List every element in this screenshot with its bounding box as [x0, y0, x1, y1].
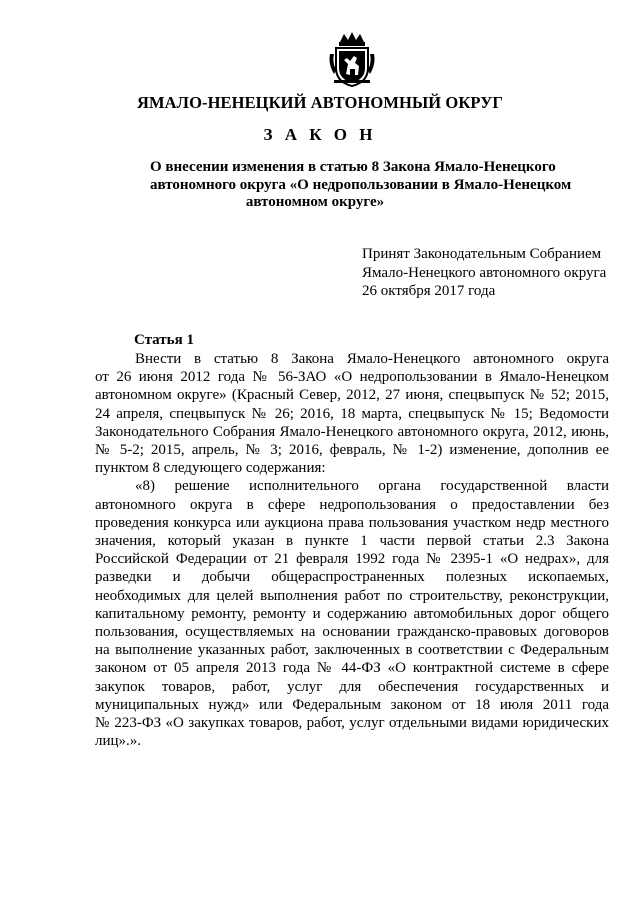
body-line: капитальному ремонту, ремонту и содержанию автомобильных дорог общего — [95, 605, 609, 622]
body-line: 24 апреля, спецвыпуск № 26; 2016, 18 марта, спецвыпуск № 15; Ведомости — [95, 405, 609, 422]
region-heading: ЯМАЛО-НЕНЕЦКИЙ АВТОНОМНЫЙ ОКРУГ — [136, 93, 504, 112]
adoption-line: Ямало-Ненецкого автономного округа — [362, 264, 607, 281]
adoption-line: Принят Законодательным Собранием — [362, 246, 602, 262]
adoption-note — [362, 245, 606, 301]
body-line: пунктом 8 следующего содержания: — [95, 460, 326, 477]
body-line: пользования, осуществляемых на основании гражданско-правовых договоров — [95, 624, 609, 641]
body-line: автономного округа в сфере недропользования о предоставлении без — [95, 496, 609, 513]
body-line: закупок товаров, работ, услуг для обеспечения государственных и — [95, 678, 609, 695]
body-line: необходимых для целей выполнения работ по строительству, реконструкции, — [95, 587, 609, 604]
title-line: автономного округа «О недропользовании в Ямало-Ненецком — [150, 176, 572, 193]
body-line: значения, который указан в пункте 1 части первой статьи 2.3 Закона — [95, 533, 609, 550]
body-line: от 26 июня 2012 года № 56-ЗАО «О недропользовании в Ямало-Ненецком — [95, 369, 609, 386]
title-line: автономном округе» — [245, 194, 385, 210]
body-line: Внести в статью 8 Закона Ямало-Ненецкого автономного округа — [135, 351, 609, 367]
body-line: Законодательного Собрания Ямало-Ненецкого автономного округа, 2012, июнь, — [95, 423, 609, 440]
body-line: муниципальных нужд» или Федеральным законом от 18 июля 2011 года — [95, 696, 609, 713]
body-line: автономном округе» (Красный Север, 2012, 27 июня, спецвыпуск № 52; 2015, — [95, 387, 609, 404]
body-line: законом от 05 апреля 2013 года № 44-ФЗ «О контрактной системе в сфере — [95, 660, 609, 677]
body-line: проведения конкурса или аукциона права пользования участком недр местного — [95, 514, 609, 531]
document-type: З А К О Н — [263, 125, 377, 144]
article-body — [95, 350, 609, 750]
body-line: на выполнение указанных работ, заключенных в соответствии с Федеральным — [95, 642, 609, 659]
body-line: «8) решение исполнительного органа государственной власти — [135, 478, 609, 495]
body-line: № 5-2; 2015, апрель, № 3; 2016, февраль, № 1-2) изменение, дополнив ее — [95, 442, 609, 459]
article-heading: Статья 1 — [134, 332, 194, 348]
body-line: Российской Федерации от 21 февраля 1992 года № 2395-1 «О недрах», для — [95, 551, 609, 568]
body-line: лиц».». — [95, 733, 142, 750]
title-line: О внесении изменения в статью 8 Закона Ямало-Ненецкого — [150, 159, 556, 175]
adoption-date: 26 октября 2017 года — [362, 283, 496, 299]
law-title — [150, 159, 572, 212]
body-line: № 223-ФЗ «О закупках товаров, работ, услуг отдельными видами юридических — [95, 715, 609, 732]
body-line: разведки и добычи общераспространенных полезных ископаемых, — [95, 569, 609, 586]
coat-of-arms-emblem — [326, 30, 378, 88]
